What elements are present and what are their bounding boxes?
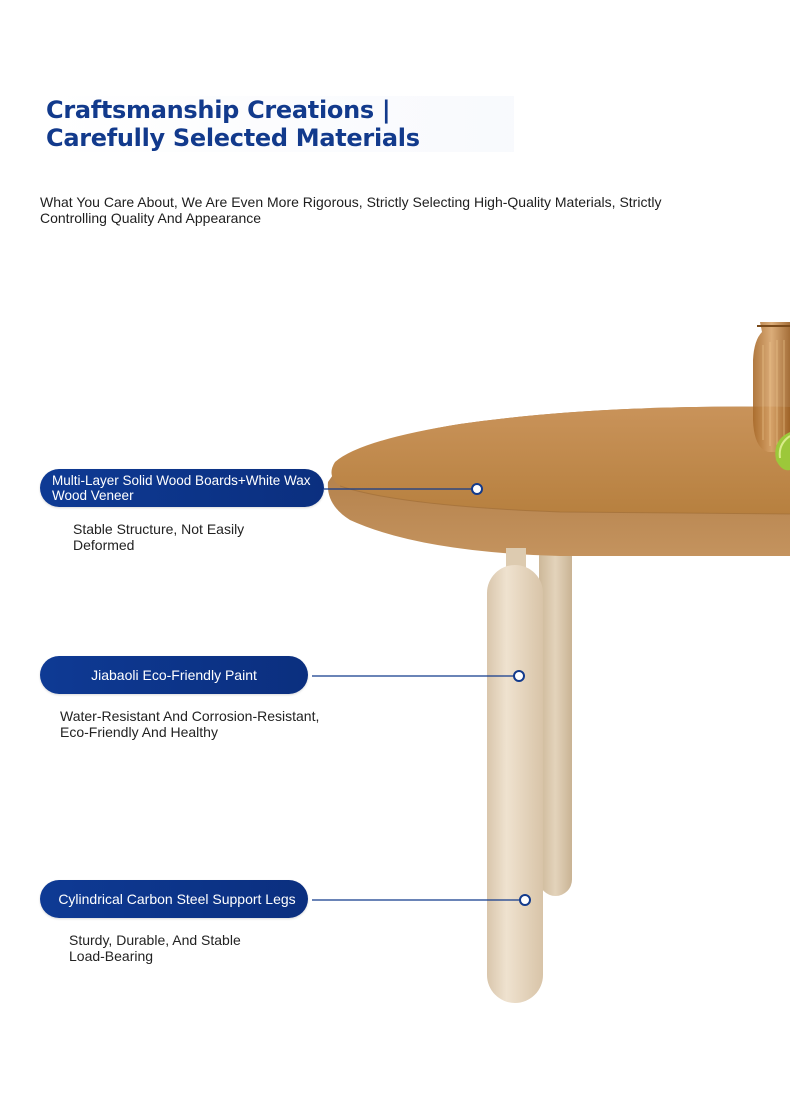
feature-label-paint xyxy=(40,656,308,694)
feature-description-legs: Sturdy, Durable, And Stable Load-Bearing xyxy=(69,932,241,964)
feature-label-wood xyxy=(40,469,324,507)
title: Craftsmanship Creations | Carefully Selected Materials xyxy=(46,96,514,152)
table-top xyxy=(328,407,790,556)
feature-label-text: Multi-Layer Solid Wood Boards+White Wax Wood Veneer xyxy=(52,473,311,503)
feature-description-paint: Water-Resistant And Corrosion-Resistant, Eco-Friendly And Healthy xyxy=(60,708,320,740)
feature-description-wood: Stable Structure, Not Easily Deformed xyxy=(73,521,245,553)
front-leg xyxy=(487,565,543,1003)
feature-label-text: Cylindrical Carbon Steel Support Legs xyxy=(58,890,296,907)
back-leg xyxy=(539,540,572,896)
feature-label-text: Jiabaoli Eco-Friendly Paint xyxy=(91,666,257,683)
feature-label-legs xyxy=(40,880,308,918)
vase xyxy=(753,322,790,452)
subtitle: What You Care About, We Are Even More Rigorous, Strictly Selecting High-Quality Materials, Strictly Controlling Quality And Appearance xyxy=(40,194,662,226)
